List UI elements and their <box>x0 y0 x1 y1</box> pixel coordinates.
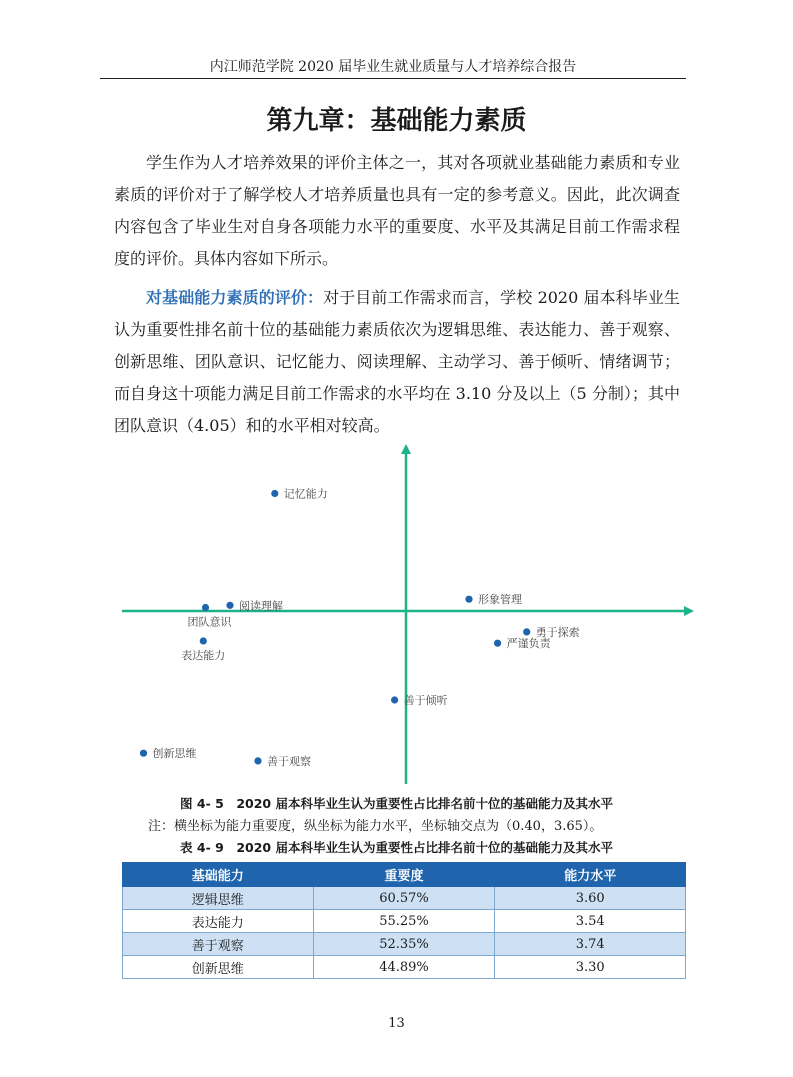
cell-ability: 善于观察 <box>123 933 314 956</box>
page-number: 13 <box>388 1016 405 1031</box>
cell-level: 3.30 <box>495 956 686 979</box>
scatter-point <box>254 757 261 764</box>
table-row <box>123 887 686 910</box>
evaluation-lead: 对基础能力素质的评价： <box>146 288 324 307</box>
table-row <box>123 956 686 979</box>
scatter-point <box>200 637 207 644</box>
point-label: 勇于探索 <box>535 625 580 639</box>
ability-table <box>122 862 686 979</box>
scatter-point <box>391 696 398 703</box>
header-ability: 基础能力 <box>123 863 314 887</box>
scatter-point <box>465 596 472 603</box>
evaluation-body: 对于目前工作需求而言，学校 2020 届本科毕业生认为重要性排名前十位的基础能力素质依次为逻辑思维、表达能力、善于观察、创新思维、团队意识、记忆能力、阅读理解、主动学习、善于倾听、情绪调节；而自身这十项能力满足目前工作需求的水平均在 3.10 分及以上（5 分制）；其中团队意识（4.05）和的水平相对较高。 <box>114 288 680 435</box>
cell-level: 3.74 <box>495 933 686 956</box>
cell-importance: 52.35% <box>313 933 495 956</box>
figure-caption: 图 4- 5 2020 届本科毕业生认为重要性占比排名前十位的基础能力及其水平 <box>180 796 613 811</box>
scatter-point <box>226 602 233 609</box>
figure-note: 注：横坐标为能力重要度，纵坐标为能力水平，坐标轴交点为（0.40，3.65）。 <box>148 819 603 834</box>
cell-ability: 表达能力 <box>123 910 314 933</box>
scatter-point <box>271 490 278 497</box>
point-label: 表达能力 <box>181 649 226 662</box>
scatter-point <box>494 640 501 647</box>
cell-level: 3.60 <box>495 887 686 910</box>
cell-importance: 55.25% <box>313 910 495 933</box>
running-header: 内江师范学院 2020 届毕业生就业质量与人才培养综合报告 <box>209 59 577 75</box>
point-label: 严谨负责 <box>506 637 551 651</box>
table-row <box>123 910 686 933</box>
point-label: 创新思维 <box>152 747 197 761</box>
scatter-point <box>202 604 209 611</box>
table-row <box>123 933 686 956</box>
header-importance: 重要度 <box>313 863 495 887</box>
chapter-title: 第九章：基础能力素质 <box>266 106 527 136</box>
scatter-point <box>140 750 147 757</box>
point-label: 阅读理解 <box>239 599 283 613</box>
cell-importance: 44.89% <box>313 956 495 979</box>
quadrant-scatter-chart <box>110 440 700 790</box>
point-label: 善于观察 <box>267 754 311 768</box>
header-rule <box>100 78 686 79</box>
intro-paragraph: 学生作为人才培养效果的评价主体之一，其对各项就业基础能力素质和专业素质的评价对于了解学校人才培养质量也具有一定的参考意义。因此，此次调查内容包含了毕业生对自身各项能力水平的重要度、水平及其满足目前工作需求程度的评价。具体内容如下所示。 <box>114 153 680 268</box>
table-header-row <box>123 863 686 887</box>
point-label: 团队意识 <box>187 615 232 629</box>
header-level: 能力水平 <box>495 863 686 887</box>
table-caption: 表 4- 9 2020 届本科毕业生认为重要性占比排名前十位的基础能力及其水平 <box>180 840 613 855</box>
cell-ability: 逻辑思维 <box>123 887 314 910</box>
cell-importance: 60.57% <box>313 887 495 910</box>
scatter-point <box>523 628 530 635</box>
data-points <box>140 487 580 768</box>
point-label: 形象管理 <box>478 593 522 607</box>
cell-ability: 创新思维 <box>123 956 314 979</box>
point-label: 善于倾听 <box>403 694 448 707</box>
cell-level: 3.54 <box>495 910 686 933</box>
point-label: 记忆能力 <box>283 487 328 501</box>
evaluation-paragraph <box>114 282 680 442</box>
